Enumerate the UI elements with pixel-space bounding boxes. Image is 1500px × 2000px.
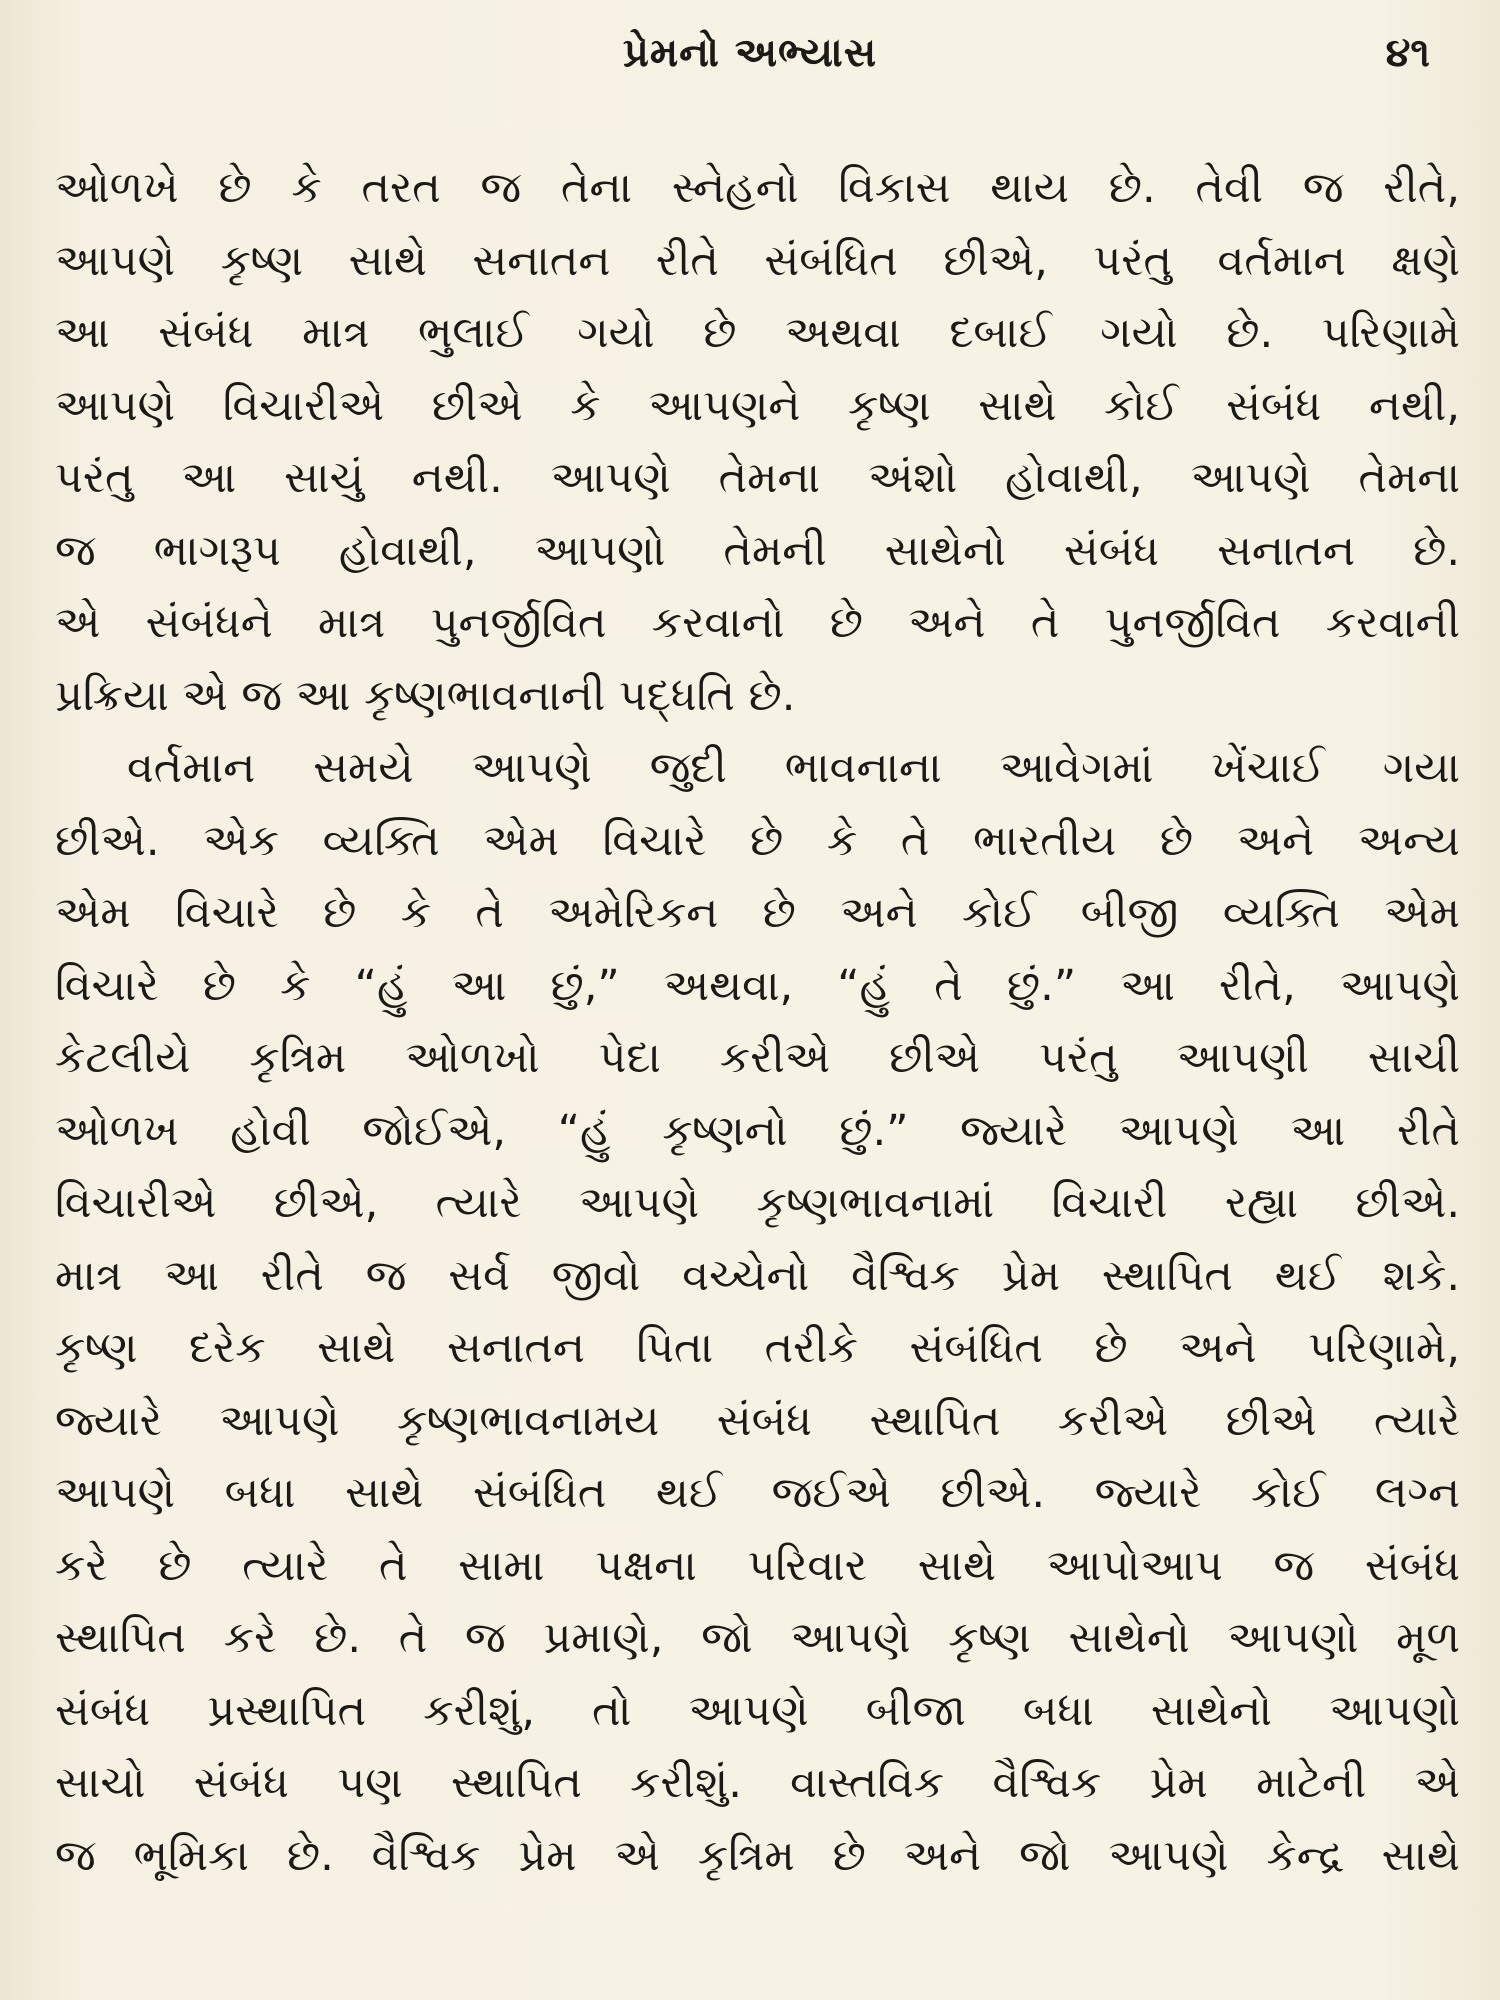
text-line: કરે છે ત્યારે તે સામા પક્ષના પરિવાર સાથે આપોઆપ જ સંબંધ: [55, 1540, 1460, 1591]
paragraph-start-line: વર્તમાન સમયે આપણે જુદી ભાવનાના આવેગમાં ખેંચાઈ ગયા: [127, 743, 1460, 793]
text-line: છીએ. એક વ્યક્તિ એમ વિચારે છે કે તે ભારતીય છે અને અન્ય: [55, 815, 1460, 866]
text-line: સાચો સંબંધ પણ સ્થાપિત કરીશું. વાસ્તવિક વૈશ્વિક પ્રેમ માટેની એ: [55, 1758, 1460, 1808]
text-line: સ્થાપિત કરે છે. તે જ પ્રમાણે, જો આપણે કૃષ્ણ સાથેનો આપણો મૂળ: [55, 1613, 1460, 1663]
body-text: [55, 152, 1460, 1892]
text-line: પરંતુ આ સાચું નથી. આપણે તેમના અંશો હોવાથી, આપણે તેમના: [55, 453, 1460, 503]
page-number: ૪૧: [1385, 30, 1430, 76]
text-line: ઓળખે છે કે તરત જ તેના સ્નેહનો વિકાસ થાય છે. તેવી જ રીતે,: [55, 163, 1460, 213]
text-line: આપણે કૃષ્ણ સાથે સનાતન રીતે સંબંધિત છીએ, પરંતુ વર્તમાન ક્ષણે: [55, 235, 1460, 286]
text-line: જ ભાગરૂપ હોવાથી, આપણો તેમની સાથેનો સંબંધ સનાતન છે.: [55, 525, 1460, 576]
text-line: આપણે વિચારીએ છીએ કે આપણને કૃષ્ણ સાથે કોઈ સંબંધ નથી,: [55, 380, 1460, 431]
text-line: જ્યારે આપણે કૃષ્ણભાવનામય સંબંધ સ્થાપિત કરીએ છીએ ત્યારે: [55, 1395, 1460, 1446]
text-line: એ સંબંધને માત્ર પુનર્જીવિત કરવાનો છે અને તે પુનર્જીવિત કરવાની: [55, 598, 1460, 648]
text-line: કેટલીયે કૃત્રિમ ઓળખો પેદા કરીએ છીએ પરંતુ આપણી સાચી: [55, 1033, 1460, 1083]
text-line: ઓળખ હોવી જોઈએ, “હું કૃષ્ણનો છું.” જ્યારે આપણે આ રીતે: [55, 1105, 1460, 1156]
running-title: પ્રેમનો અભ્યાસ: [622, 30, 878, 76]
page-header: [0, 22, 1500, 102]
text-line: કૃષ્ણ દરેક સાથે સનાતન પિતા તરીકે સંબંધિત છે અને પરિણામે,: [55, 1323, 1460, 1373]
text-line: જ ભૂમિકા છે. વૈશ્વિક પ્રેમ એ કૃત્રિમ છે અને જો આપણે કેન્દ્ર સાથે: [55, 1830, 1460, 1881]
text-line: માત્ર આ રીતે જ સર્વ જીવો વચ્ચેનો વૈશ્વિક પ્રેમ સ્થાપિત થઈ શકે.: [55, 1250, 1460, 1301]
text-line: વિચારે છે કે “હું આ છું,” અથવા, “હું તે છું.” આ રીતે, આપણે: [55, 960, 1460, 1011]
text-line: એમ વિચારે છે કે તે અમેરિકન છે અને કોઈ બીજી વ્યક્તિ એમ: [55, 888, 1460, 938]
text-line: આ સંબંધ માત્ર ભુલાઈ ગયો છે અથવા દબાઈ ગયો છે. પરિણામે: [55, 308, 1460, 358]
text-line: પ્રક્રિયા એ જ આ કૃષ્ણભાવનાની પદ્ધતિ છે.: [55, 670, 796, 721]
text-line: સંબંધ પ્રસ્થાપિત કરીશું, તો આપણે બીજા બધા સાથેનો આપણો: [55, 1685, 1460, 1736]
text-line: વિચારીએ છીએ, ત્યારે આપણે કૃષ્ણભાવનામાં વિચારી રહ્યા છીએ.: [55, 1178, 1460, 1228]
text-line: આપણે બધા સાથે સંબંધિત થઈ જઈએ છીએ. જ્યારે કોઈ લગ્ન: [55, 1468, 1460, 1518]
